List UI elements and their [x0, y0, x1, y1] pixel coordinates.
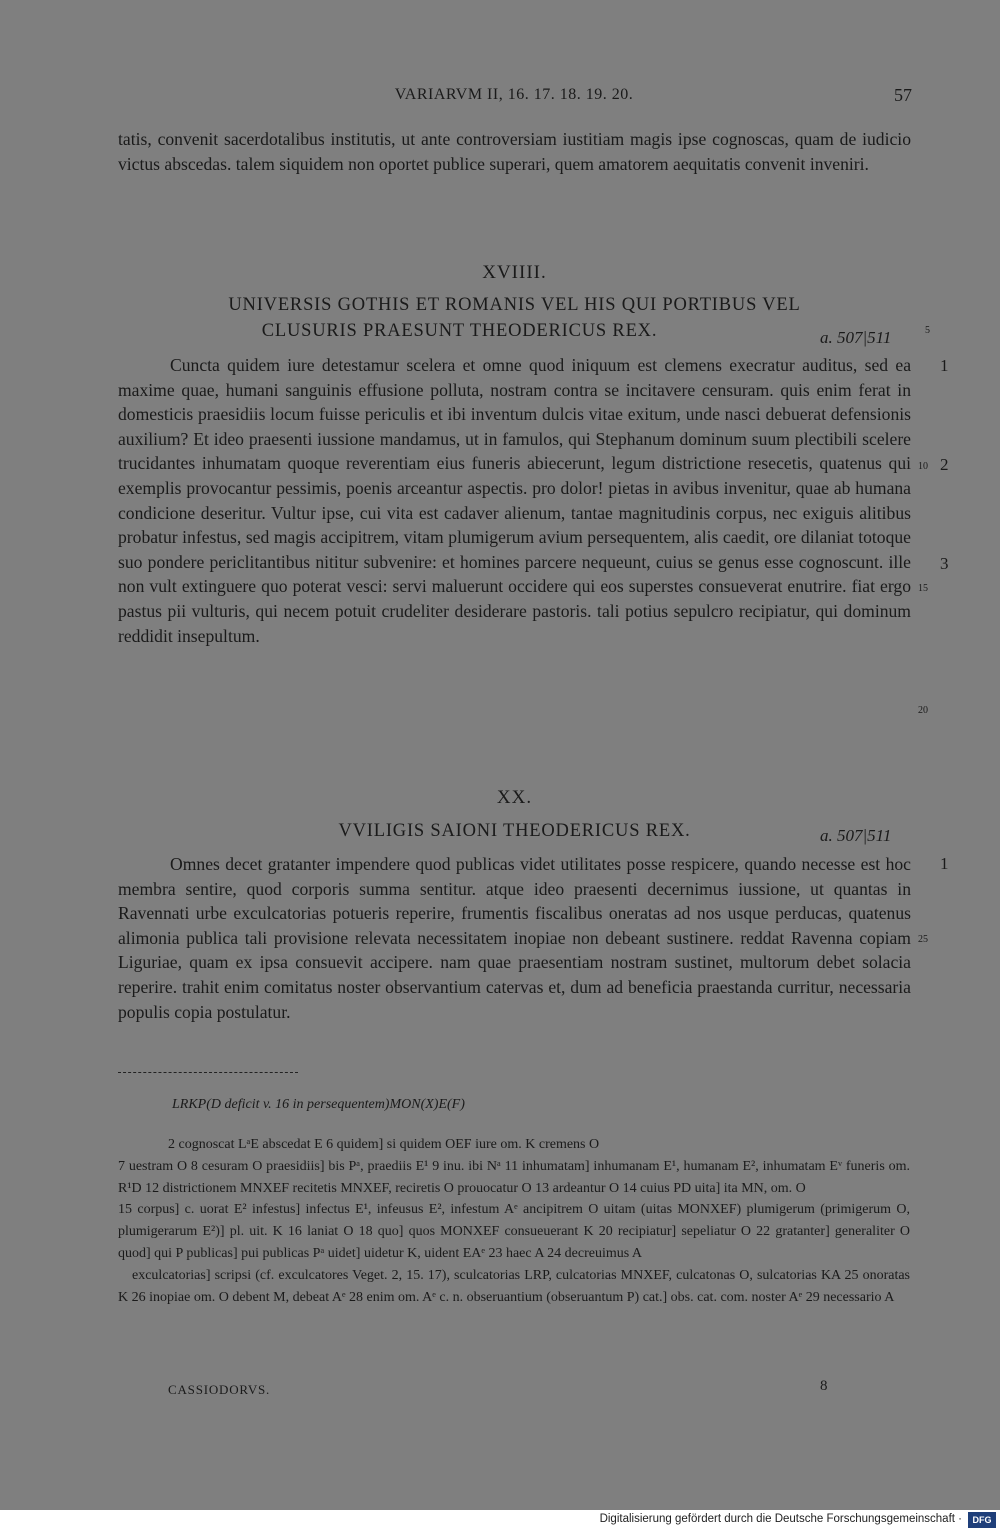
section-20-date: a. 507|511 [820, 826, 892, 845]
paragraph-ref-1: 1 [940, 356, 949, 375]
running-head [116, 86, 912, 108]
line-number-25: 25 [918, 934, 928, 945]
paragraph-ref-2: 2 [940, 455, 949, 474]
dfg-logo-icon: DFG [968, 1512, 996, 1528]
section-19-heading-line2: CLUSURIS PRAESUNT THEODERICUS REX. [261, 321, 658, 341]
section-19-number: XVIIII. [482, 262, 547, 283]
critical-apparatus [118, 1134, 910, 1308]
paragraph-ref-1b: 1 [940, 854, 949, 873]
section-20-body [118, 852, 911, 1024]
section-19-body [118, 353, 911, 648]
footer-signature: 8 [820, 1378, 828, 1394]
apparatus-line: 15 corpus] c. uorat E² infestus] infectus E¹, infeusus E², infestum Aᵉ ancipitrem O uitam (uitas MONXEF) plumigerum (primigerum O, plumigerarum E²)] pl. uit. K 16 laniat O 18 quo] quos MONXEF consueuerant K 20 recipiatur] sepeliatur O 22 gratanter] generaliter O quod] qui P publicas] pui publicas Pᵃ uidet] uidetur K, uident EAᵉ 23 haec A 24 decreuimus A [118, 1202, 910, 1261]
apparatus-line: 2 cognoscat LᵃE abscedat E 6 quidem] si quidem OEF iure om. K cremens O [168, 1137, 600, 1152]
opening-paragraph [118, 127, 911, 176]
apparatus-rule [118, 1072, 298, 1073]
footer-author: CASSIODORVS. [168, 1382, 271, 1397]
paragraph-ref-3: 3 [940, 554, 949, 573]
section-19-text: Cuncta quidem iure detestamur scelera et omne quod iniquum est clemens execratur auditus, sed ea maxime quae, humani sanguinis effusione polluta, nostram contra se incitavere censuram. quis enim ferat in domesticis praesidiis locum fuisse periculis et ibi inventum dulcis vitae exitum, unde nasci debuerat defensionis auxilium? Et ideo praesenti iussione mandamus, ut in famulos, qui Stephanum dominum suum plectibili scelere trucidantes inhumatam quoque reverentiam eius funeris abiecerunt, legum districtione resecetis, quatenus qui exemplis provocantur pessimis, poenis arceantur aspectis. pro dolor! pietas in avibus invenitur, quae ab humana condicione deseritur. Vultur ipse, cui vita est cadaver alienum, tantae magnitudinis corpus, nec exiguis alitibus probatur infestus, sed magis accipitrem, vitam plumigerum avium persequentem, alis caedit, ore dilaniat totoque suo pondere periclitantibus nititur subvenire: et homines parcere nequeunt, cuius se genus esse cognoscunt. ille non vult extinguere quo poterat vesci: servi maluerunt occidere qui eos superstes consueverat enutrire. fiat ergo pastus pii vulturis, qui necem potuit crudeliter desiderare pastoris. tali potius sepulcro recipiatur, qui dominum reddidit insepultum. [118, 355, 911, 646]
apparatus-line: 7 uestram O 8 cesuram O praesidiis] bis Pᵃ, praediis E¹ 9 inu. ibi Nᵃ 11 inhumatam] inhumanam E¹, humanam E², inhumatam Eᵛ funeris om. R¹D 12 districtionem MNXEF recitetis MNXEF, reciretis O prouocatur O 13 ardeantur O 14 cuius PD uita] ita MN, om. O [118, 1158, 910, 1196]
section-20-text: Omnes decet gratanter impendere quod publicas videt utilitates posse respicere, quando necesse est hoc membra sentire, quod corporis summa sentitur. atque ideo praesenti decernimus iussione, ut quantas in Ravennati urbe exculcatorias potueris reperire, frumentis fiscalibus oneratas ad nos usque perducas, quatenus alimonia publica tali provisione relevata necessitatem inopiae non debeant sustinere. reddat Ravenna copiam Liguriae, quam ex ipsa consuevit accipere. nam quae praesentiam nostram sustinet, multorum debet solacia reperire. trahit enim comitatus noster observantium catervas et, dum ad beneficia praestanda curritur, necessaria populis copia postulatur. [118, 854, 911, 1022]
section-20-number: XX. [496, 787, 533, 808]
credit-text: Digitalisierung gefördert durch die Deutsche Forschungsgemeinschaft · [599, 1513, 962, 1525]
section-19-date: a. 507|511 [820, 328, 892, 347]
line-number-15: 15 [918, 583, 928, 594]
apparatus-line: exculcatorias] scripsi (cf. exculcatores Veget. 2, 15. 17), sculcatorias LRP, culcatorias MNXEF, culcatonas O, sulcatorias KA 25 onoratas K 26 inopiae om. O debent M, debeat Aᵉ 28 enim om. Aᵉ c. n. obseruantium (obseruantum P) cat.] obs. cat. com. noster Aᵉ 29 necessario A [118, 1267, 910, 1305]
section-20-heading: VVILIGIS SAIONI THEODERICUS REX. [338, 821, 691, 841]
opening-text: tatis, convenit sacerdotalibus institutis, ut ante controversiam iustitiam magis ipse cognoscas, quam de iudicio victus abscedas. talem siquidem non oportet publice superari, quem amatorem aequitatis convenit inveniri. [118, 129, 911, 174]
page-number: 57 [894, 85, 912, 105]
sigla-line: LRKP(D deficit v. 16 in persequentem)MON(X)E(F) [172, 1097, 465, 1112]
section-19-heading-line1: UNIVERSIS GOTHIS ET ROMANIS VEL HIS QUI PORTIBUS VEL [228, 295, 801, 315]
section-19-heading [118, 292, 911, 344]
line-number-20: 20 [918, 705, 928, 716]
credit-bar [0, 1510, 1000, 1532]
line-number-5: 5 [925, 325, 930, 336]
running-head-title: VARIARVM II, 16. 17. 18. 19. 20. [394, 86, 634, 103]
line-number-10: 10 [918, 461, 928, 472]
